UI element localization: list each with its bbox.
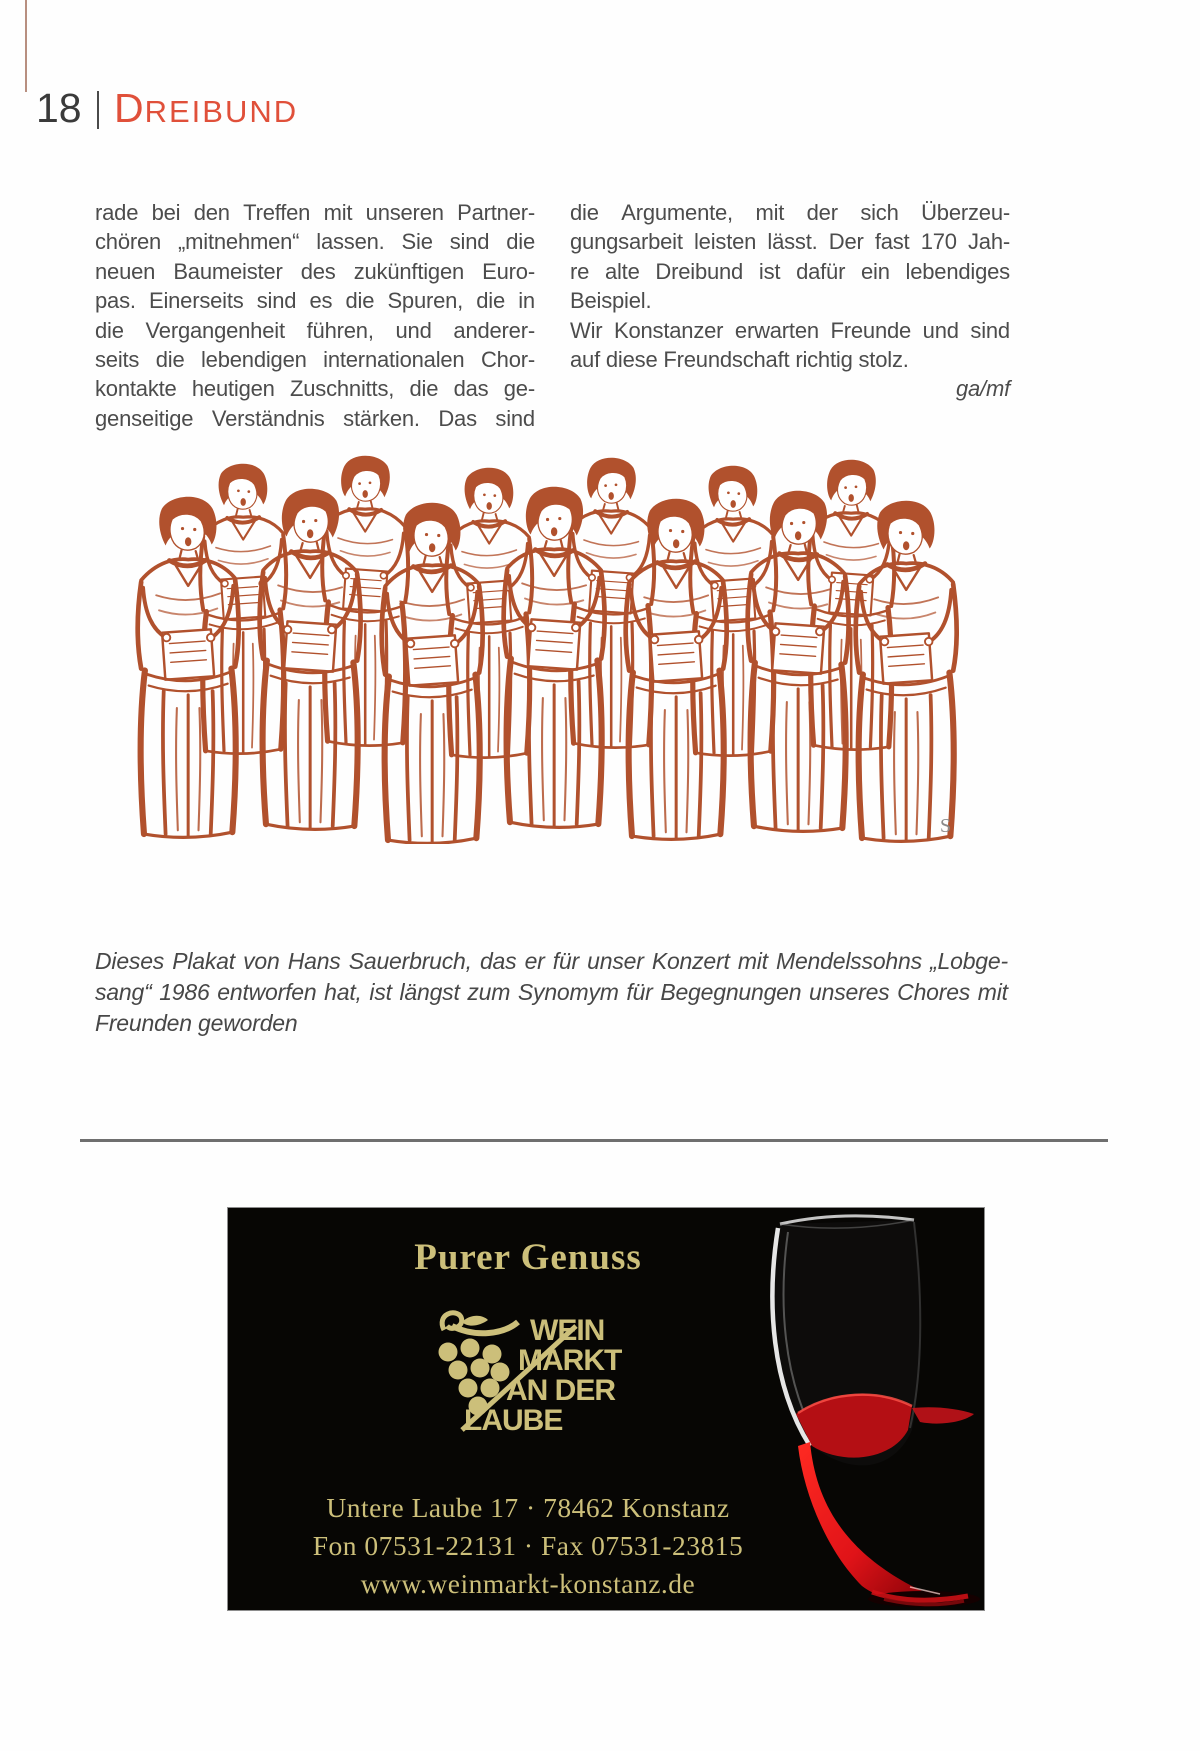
section-divider-rule <box>80 1139 1108 1142</box>
text-line: seits die lebendigen internationalen Chor- <box>95 346 535 372</box>
advertisement-text-block <box>228 1208 828 1610</box>
text-line: auf diese Freundschaft richtig stolz. <box>570 346 909 372</box>
artist-signature: S <box>940 815 952 837</box>
text-line: Beispiel. <box>570 288 652 314</box>
text-line: rade bei den Treffen mit unseren Partner- <box>95 200 535 225</box>
text-line: genseitige Verständnis stärken. Das sind <box>95 405 535 431</box>
ad-address: Untere Laube 17 · 78462 Konstanz <box>326 1492 730 1523</box>
text-line: die Vergangenheit führen, und anderer- <box>95 317 535 343</box>
text-line: die Argumente, mit der sich Überzeu- <box>570 200 1010 225</box>
text-line: neuen Baumeister des zukünftigen Euro- <box>95 258 535 284</box>
article-column-right <box>570 198 1010 404</box>
choir-illustration-image <box>128 452 968 844</box>
article-byline: ga/mf <box>955 376 1010 402</box>
caption-line: Dieses Plakat von Hans Sauerbruch, das er für unser Konzert mit Mendelssohns „Lobge- <box>95 948 1008 974</box>
article-column-left <box>95 198 535 433</box>
section-title-initial: D <box>114 85 145 131</box>
logo-line: WEIN <box>530 1314 605 1347</box>
image-caption <box>95 946 1008 1039</box>
section-title-rest: REIBUND <box>144 94 299 129</box>
logo-line: MARKT <box>518 1344 622 1377</box>
caption-line: sang“ 1986 entworfen hat, ist längst zum Synomym für Begegnungen unseres Chores mit <box>95 979 1008 1005</box>
text-line: kontakte heutigen Zuschnitts, die das ge- <box>95 376 535 402</box>
text-line: pas. Einerseits sind es die Spuren, die in <box>95 288 535 314</box>
logo-line: AN DER <box>506 1374 616 1407</box>
text-line: gungsarbeit leisten lässt. Der fast 170 Jah- <box>570 229 1010 255</box>
weinmarkt-logo <box>418 1304 638 1456</box>
caption-line: Freunden geworden <box>95 1010 298 1036</box>
section-title <box>114 85 299 131</box>
text-line: re alte Dreibund ist dafür ein lebendiges <box>570 258 1010 284</box>
header-divider <box>97 91 99 129</box>
choir-front-row <box>138 487 957 844</box>
page-number: 18 <box>36 85 82 131</box>
ad-headline: Purer Genuss <box>414 1237 642 1278</box>
ad-website-url: www.weinmarkt-konstanz.de <box>360 1568 696 1599</box>
advertisement <box>227 1207 985 1611</box>
ad-phone-fax: Fon 07531-22131 · Fax 07531-23815 <box>312 1530 744 1561</box>
text-line: chören „mitnehmen“ lassen. Sie sind die <box>95 229 535 255</box>
text-line: Wir Konstanzer erwarten Freunde und sind <box>570 317 1010 343</box>
logo-line: LAUBE <box>464 1404 563 1437</box>
print-registration-mark <box>25 0 27 92</box>
